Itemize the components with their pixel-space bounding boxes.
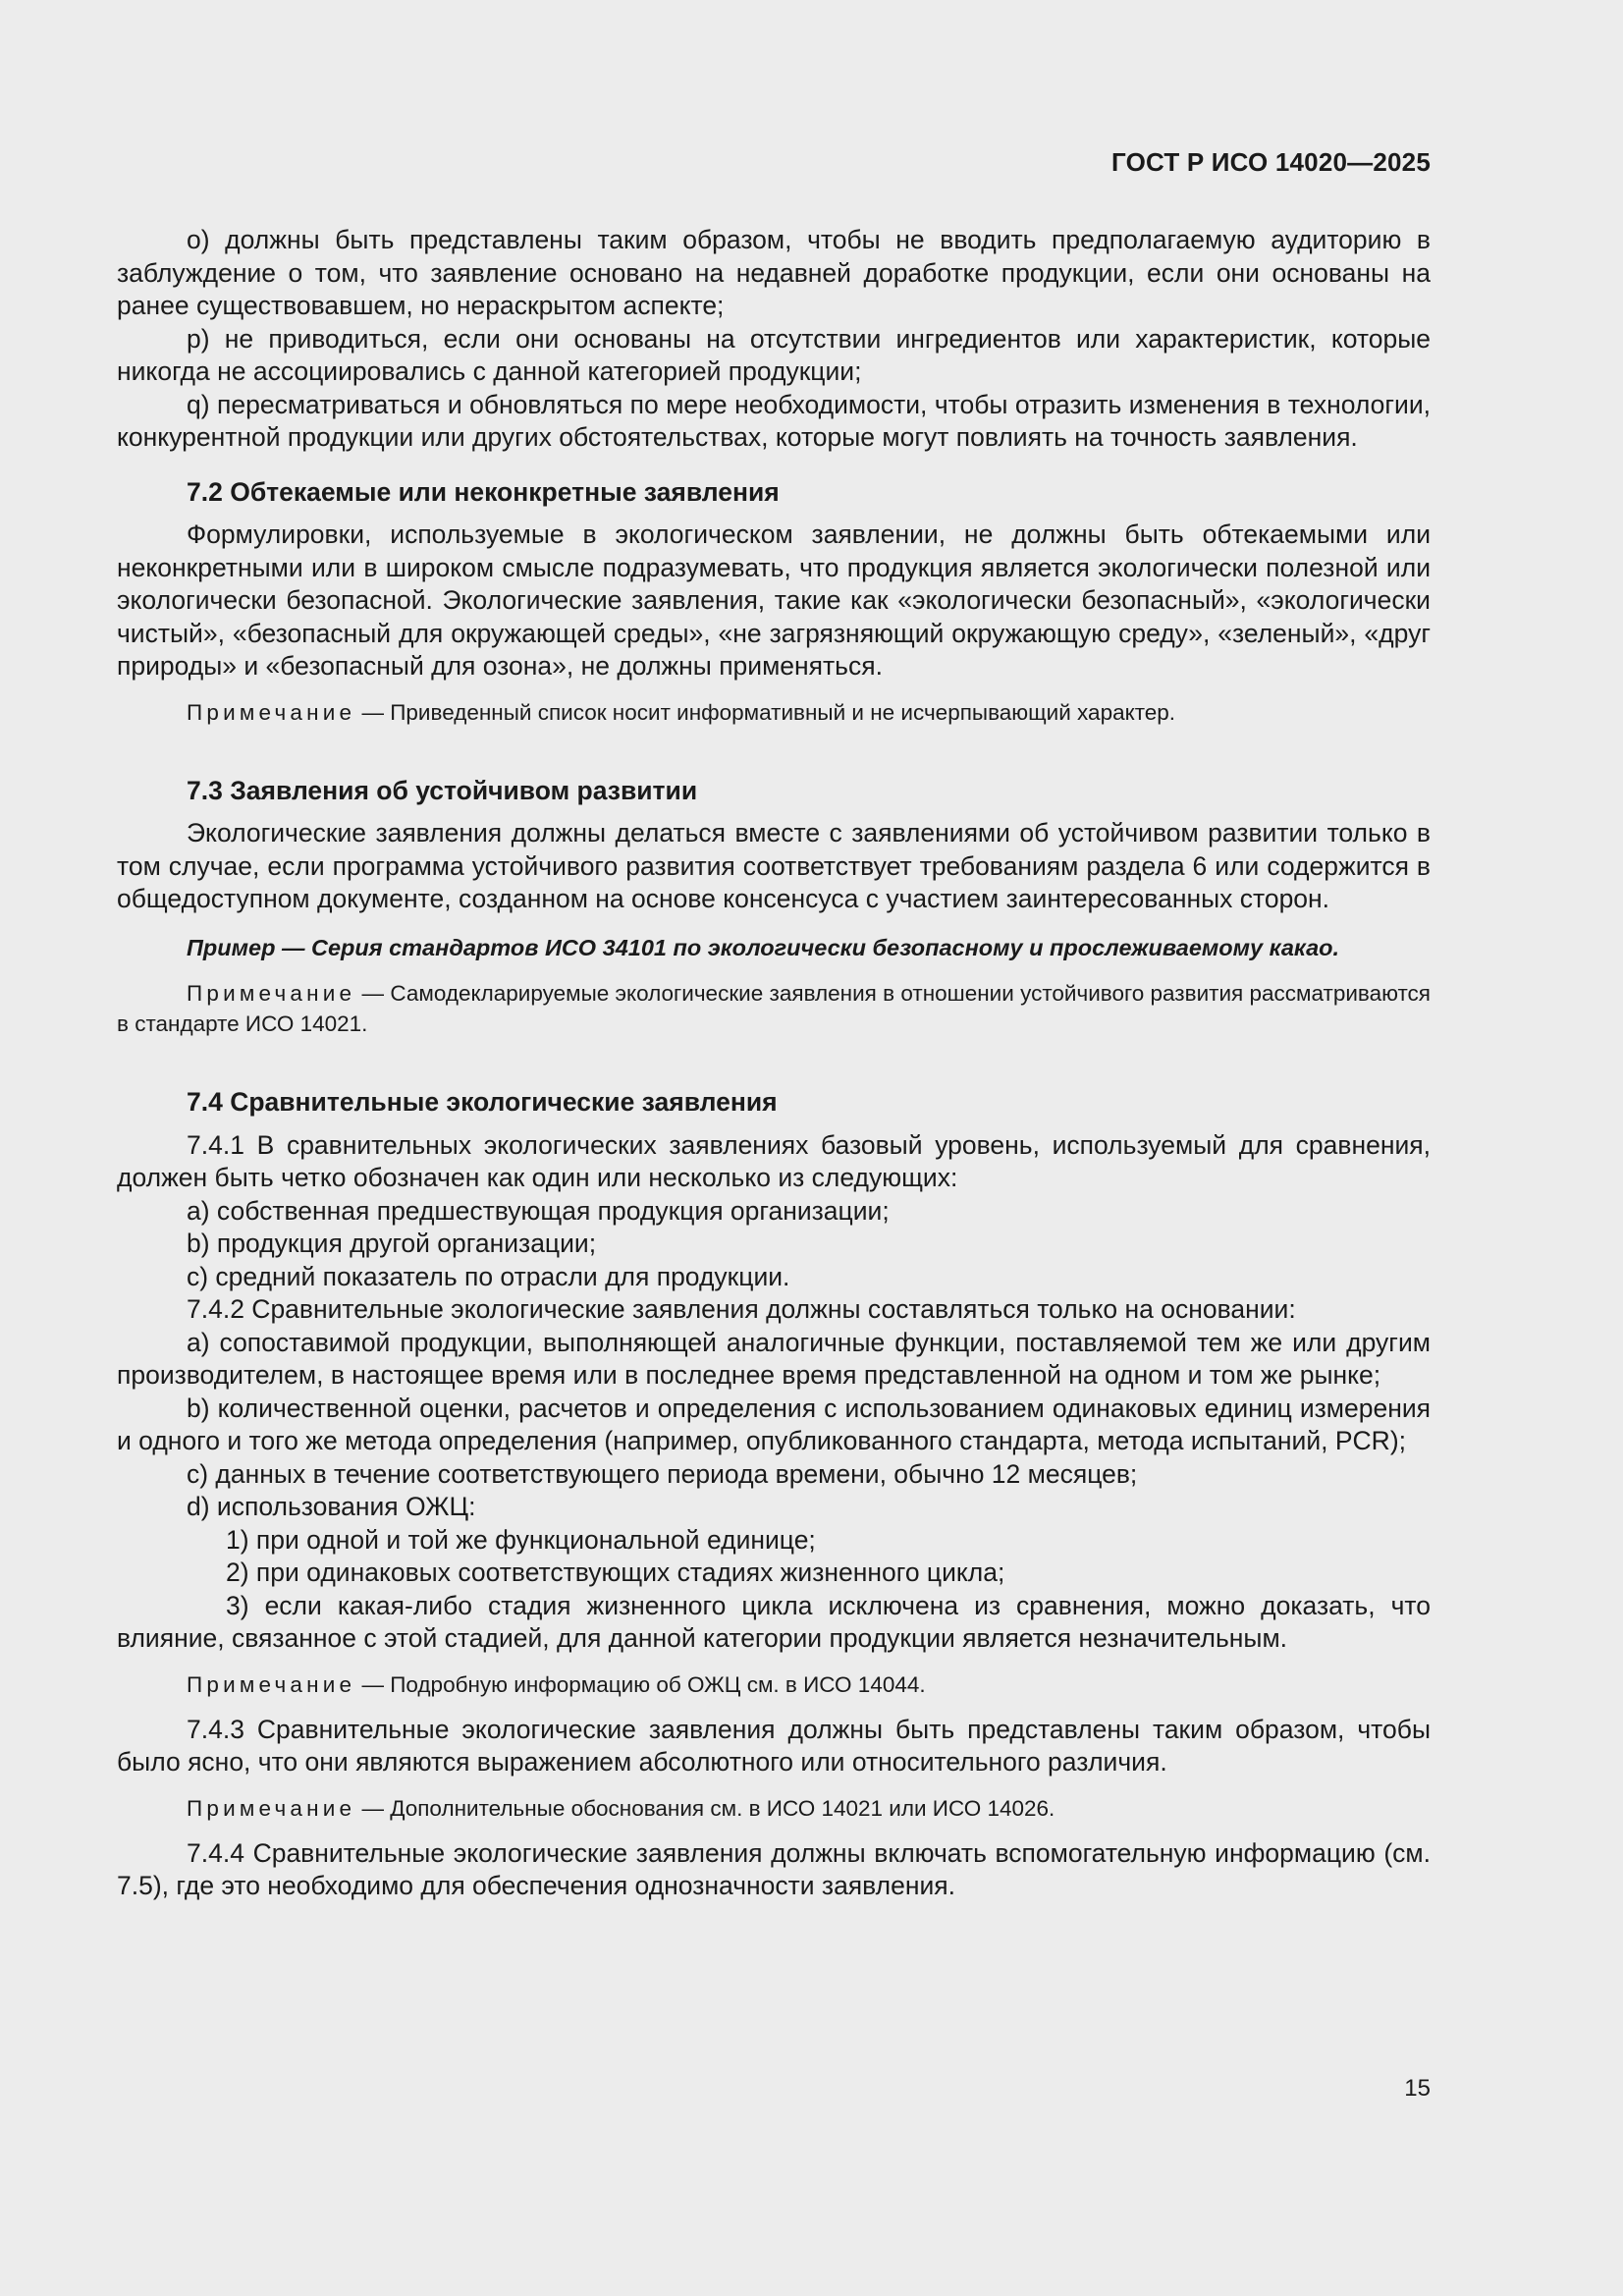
note-label: Примечание xyxy=(187,699,356,725)
note-label: Примечание xyxy=(187,1671,356,1697)
document-id-header: ГОСТ Р ИСО 14020—2025 xyxy=(1110,147,1431,177)
clause-7-4-1-c: c) средний показатель по отрасли для продукции. xyxy=(187,1261,790,1291)
clause-7-4-3-note xyxy=(117,1793,1431,1824)
note-text: — Самодекларируемые экологические заявления в отношении устойчивого развития рассматриваются в стандарте ИСО 14021. xyxy=(117,981,1431,1036)
clause-7-4-2-b: b) количественной оценки, расчетов и определения с использованием одинаковых единиц измерения и одного и того же метода определения (например, опубликованного стандарта, метода испытаний, PCR); xyxy=(117,1393,1431,1455)
clause-7-4-4: 7.4.4 Сравнительные экологические заявления должны включать вспомогательную информацию (см. 7.5), где это необходимо для обеспечения однозначности заявления. xyxy=(117,1837,1431,1900)
clause-7-4-2-a: a) сопоставимой продукции, выполняющей аналогичные функции, поставляемой тем же или другим производителем, в настоящее время или в последнее время представленной на одном и том же рынке; xyxy=(117,1327,1431,1390)
clause-7-4-1-a: a) собственная предшествующая продукция организации; xyxy=(187,1195,890,1226)
note-text: — Приведенный список носит информативный и не исчерпывающий характер. xyxy=(355,699,1176,725)
page-content xyxy=(117,224,1431,1903)
note-label: Примечание xyxy=(187,981,356,1006)
section-7-3-note xyxy=(117,978,1431,1039)
section-7-4-heading: 7.4 Сравнительные экологические заявления xyxy=(187,1087,778,1117)
note-label: Примечание xyxy=(187,1795,356,1821)
clause-7-4-2-c: c) данных в течение соответствующего периода времени, обычно 12 месяцев; xyxy=(187,1458,1138,1489)
list-item-o: o) должны быть представлены таким образом, чтобы не вводить предполагаемую аудиторию в заблуждение о том, что заявление основано на недавней доработке продукции, если они основаны на ранее существовавшем, но нераскрытом аспекте; xyxy=(117,225,1431,320)
clause-7-4-2-note xyxy=(117,1669,1431,1700)
section-7-3-example: Пример — Серия стандартов ИСО 34101 по экологически безопасному и прослеживаемому какао. xyxy=(187,934,1340,960)
clause-7-4-3: 7.4.3 Сравнительные экологические заявления должны быть представлены таким образом, чтобы было ясно, что они являются выражением абсолютного или относительного различия. xyxy=(117,1714,1431,1777)
page-number: 15 xyxy=(1404,2075,1431,2102)
section-7-2-heading: 7.2 Обтекаемые или неконкретные заявления xyxy=(187,476,780,507)
note-text: — Подробную информацию об ОЖЦ см. в ИСО 14044. xyxy=(355,1671,926,1697)
section-7-3-heading: 7.3 Заявления об устойчивом развитии xyxy=(187,775,698,805)
clause-7-4-2-d-3: 3) если какая-либо стадия жизненного цикла исключена из сравнения, можно доказать, что влияние, связанное с этой стадией, для данной категории продукции является незначительным. xyxy=(117,1590,1431,1653)
section-7-3-body: Экологические заявления должны делаться вместе с заявлениями об устойчивом развитии только в том случае, если программа устойчивого развития соответствует требованиям раздела 6 или содержится в общедоступном документе, созданном на основе консенсуса с участием заинтересованных сторон. xyxy=(117,818,1431,913)
clause-7-4-2-d-1: 1) при одной и той же функциональной единице; xyxy=(226,1524,816,1555)
clause-7-4-2-d-2: 2) при одинаковых соответствующих стадиях жизненного цикла; xyxy=(226,1558,1005,1587)
note-text: — Дополнительные обоснования см. в ИСО 14021 или ИСО 14026. xyxy=(355,1795,1055,1821)
section-7-2-note xyxy=(117,697,1431,728)
clause-7-4-1-b: b) продукция другой организации; xyxy=(187,1229,597,1258)
section-7-2-body: Формулировки, используемые в экологическом заявлении, не должны быть обтекаемыми или неконкретными или в широком смысле подразумевать, что продукция является экологически полезной или экологически безопасной. Экологические заявления, такие как «экологически безопасный», «экологически чистый», «безопасный для окружающей среды», «не загрязняющий окружающую среду», «зеленый», «друг природы» и «безопасный для озона», не должны применяться. xyxy=(117,519,1431,681)
list-item-q: q) пересматриваться и обновляться по мере необходимости, чтобы отразить изменения в технологии, конкурентной продукции или других обстоятельствах, которые могут повлиять на точность заявления. xyxy=(117,389,1431,452)
list-item-p: p) не приводиться, если они основаны на отсутствии ингредиентов или характеристик, которые никогда не ассоциировались с данной категорией продукции; xyxy=(117,323,1431,386)
clause-7-4-2-d: d) использования ОЖЦ: xyxy=(187,1492,476,1521)
clause-7-4-2: 7.4.2 Сравнительные экологические заявления должны составляться только на основании: xyxy=(187,1294,1296,1324)
clause-7-4-1: 7.4.1 В сравнительных экологических заявлениях базовый уровень, используемый для сравнения, должен быть четко обозначен как один или несколько из следующих: xyxy=(117,1129,1431,1192)
